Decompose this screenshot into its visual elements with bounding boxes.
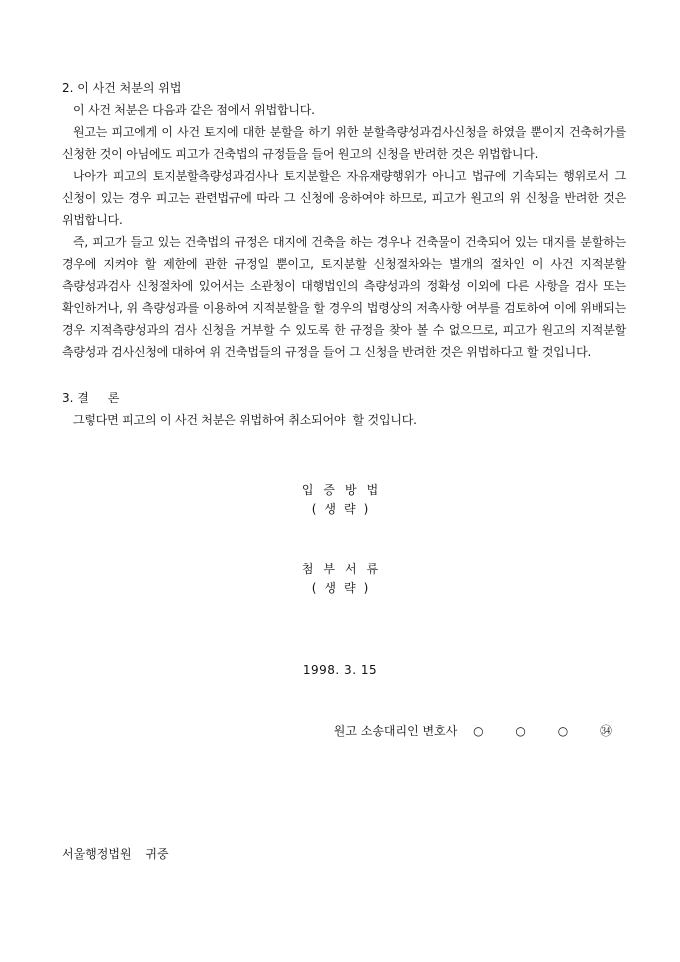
section-3-paragraph-1: 그렇다면 피고의 이 사건 처분은 위법하여 취소되어야 할 것입니다.	[73, 413, 417, 427]
signature-line	[334, 722, 626, 739]
attachments-title: 첨부서류	[301, 562, 389, 576]
document-date: 1998. 3. 15	[302, 663, 378, 677]
section-2-paragraph-3: 나아가 피고의 토지분할측량성과검사나 토지분할은 자유재량행위가 아니고 법규에 기속되는 행위로서 그 신청이 있는 경우 피고는 관련법규에 따라 그 신청에 응하여야 하므로, 피고가 원고의 위 신청을 반려한 것은 위법합니다.	[62, 169, 626, 227]
attachments-block	[0, 560, 680, 598]
evidence-note: (생략)	[311, 502, 377, 516]
section-2-paragraph-4: 즉, 피고가 들고 있는 건축법의 규정은 대지에 건축을 하는 경우나 건축물이 건축되어 있는 대지를 분할하는 경우에 지켜야 할 제한에 관한 규정일 뿐이고, 토지분할 신청절차와는 별개의 절차인 이 사건 지적분할 측량성과검사 신청절차에 있어서는 소관청이 대행법인의 측량성과의 정확성 이외에 다른 사항을 검사 또는 확인하거나, 위 측량성과를 이용하여 지적분할을 할 경우의 법령상의 저촉사항 여부를 검토하여 이에 위배되는 경우 지적측량성과의 검사 신청을 거부할 수 있도록 한 규정을 찾아 볼 수 없으므로, 피고가 원고의 지적분할 측량성과 검사신청에 대하여 위 건축법들의 규정을 들어 그 신청을 반려한 것은 위법하다고 할 것입니다.	[62, 235, 626, 359]
section-2-heading: 2. 이 사건 처분의 위법	[62, 81, 182, 95]
signature-label: 원고 소송대리인 변호사	[333, 724, 458, 738]
section-spacer	[62, 363, 626, 389]
attachments-note: (생략)	[311, 581, 377, 595]
section-3-heading: 3. 결 론	[62, 391, 120, 405]
evidence-title: 입증방법	[301, 483, 389, 497]
section-2-paragraph-1: 이 사건 처분은 다음과 같은 점에서 위법합니다.	[73, 103, 315, 117]
evidence-block	[0, 481, 680, 519]
addressee: 서울행정법원 귀중	[62, 847, 169, 861]
document-body	[62, 79, 626, 431]
section-2-paragraph-2: 원고는 피고에게 이 사건 토지에 대한 분할을 하기 위한 분할측량성과검사신청을 하였을 뿐이지 건축허가를 신청한 것이 아님에도 피고가 건축법의 규정들을 들어 원고의 신청을 반려한 것은 위법합니다.	[62, 125, 626, 161]
signature-marks: ○ ○ ○ ㉞	[473, 724, 626, 738]
